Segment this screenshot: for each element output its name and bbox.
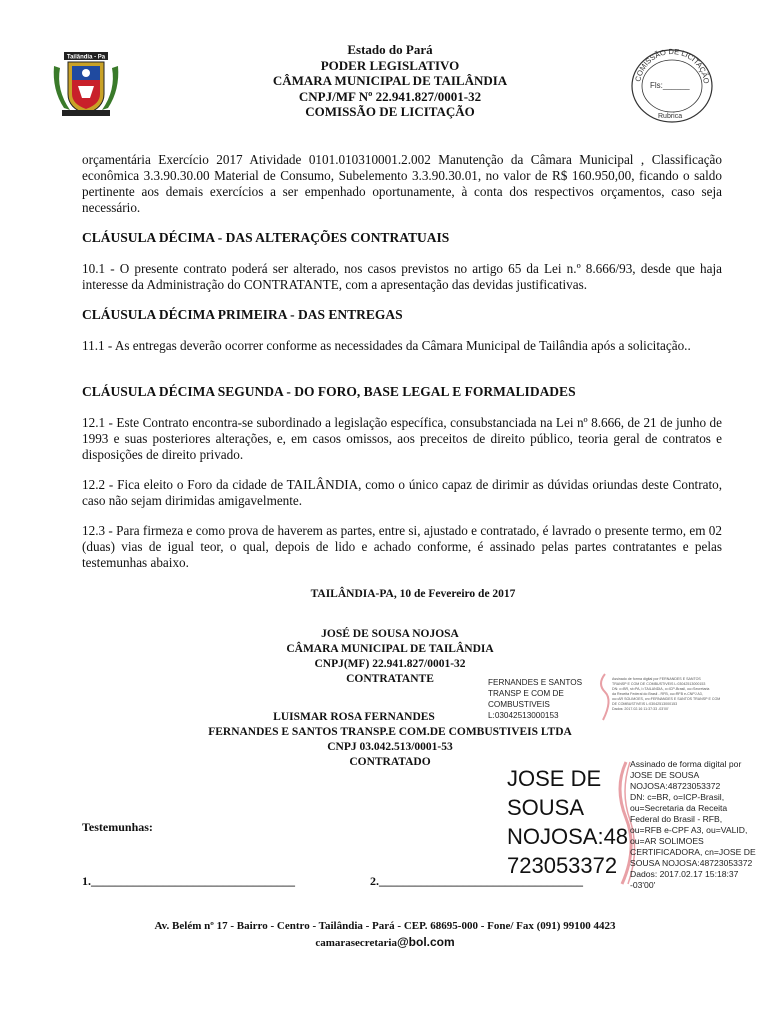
- header-commission: COMISSÃO DE LICITAÇÃO: [305, 104, 475, 119]
- svg-text:Rubrica: Rubrica: [658, 113, 683, 120]
- witnesses-label: Testemunhas:: [82, 820, 153, 834]
- clause-12-3: 12.3 - Para firmeza e como prova de haverem as partes, entre si, ajustado e contratado, é lavrado o presente termo, em 02 (duas) vias de igual teor, o qual, depois de lido e achado conforme, é assinado pelas partes contratantes e pelas testemunhas abaixo.: [82, 523, 722, 570]
- clause-12-title: CLÁUSULA DÉCIMA SEGUNDA - DO FORO, BASE LEGAL E FORMALIDADES: [82, 384, 576, 399]
- contratante-org: CÂMARA MUNICIPAL DE TAILÂNDIA: [286, 643, 494, 655]
- clause-11-title: CLÁUSULA DÉCIMA PRIMEIRA - DAS ENTREGAS: [82, 307, 403, 322]
- contratado-cnpj: CNPJ 03.042.513/0001-53: [327, 741, 453, 753]
- header-power: PODER LEGISLATIVO: [320, 57, 460, 73]
- footer-email: camarasecretaria@bol.com: [315, 935, 455, 949]
- clause-10-1: 10.1 - O presente contrato poderá ser alterado, nos casos previstos no artigo 65 da Lei n.º 8.666/93, desde que haja interesse da Administração do CONTRATANTE, com a apresentação das devidas justificativas.: [82, 261, 722, 292]
- intro-paragraph: orçamentária Exercício 2017 Atividade 0101.010310001.2.002 Manutenção da Câmara Municipal , Classificação econômica 3.3.90.30.00 Material de Consumo, Subelemento 3.3.90.30.01, no valor de R$ 160.950,00, ficando o saldo pertinente aos demais exercícios a ser empenhado oportunamente, à conta dos respectivos orçamentos, caso seja necessário.: [82, 152, 722, 215]
- witness-1-line: 1.__________________________________: [82, 874, 295, 888]
- contratante-name: JOSÉ DE SOUSA NOJOSA: [321, 628, 459, 640]
- digital-signature-company: FERNANDES E SANTOS TRANSP E COM DE COMBUSTIVEIS L:03042513000153: [488, 678, 583, 720]
- municipal-crest-icon: [50, 50, 122, 118]
- header-cnpj: CNPJ/MF Nº 22.941.827/0001-32: [298, 88, 482, 104]
- witness-2-line: 2.__________________________________: [370, 874, 583, 888]
- contratante-role: CONTRATANTE: [346, 673, 434, 685]
- digital-signature-jose-details: Assinado de forma digital por JOSE DE SOUSA NOJOSA:48723053372 DN: c=BR, o=ICP-Brasil, ou=Secretaria da Receita Federal do Brasil - RFB, ou=RFB e-CPF A3, ou=VALID, ou=AR SOLIMOES CERTIFICADORA, cn=JOSE DE SOUSA NOJOSA:48723053372 Dados: 2017.02.17 15:18:37 -03'00': [630, 759, 756, 890]
- contratado-block: [100, 710, 680, 770]
- header-chamber: CÂMARA MUNICIPAL DE TAILÂNDIA: [272, 73, 508, 88]
- digital-signature-jose: JOSE DE SOUSA NOJOSA:48 723053372: [507, 766, 629, 878]
- contratado-role: CONTRATADO: [349, 756, 431, 768]
- commission-stamp-icon: [626, 44, 718, 124]
- contratante-cnpj: CNPJ(MF) 22.941.827/0001-32: [314, 658, 466, 670]
- date-line: TAILÂNDIA-PA, 10 de Fevereiro de 2017: [310, 588, 516, 600]
- svg-text:Fls:______: Fls:______: [650, 81, 690, 90]
- contratado-name: LUISMAR ROSA FERNANDES: [273, 711, 435, 723]
- contratado-company: FERNANDES E SANTOS TRANSP.E COM.DE COMBUSTIVEIS LTDA: [208, 726, 572, 738]
- clause-12-1: 12.1 - Este Contrato encontra-se subordinado a legislação específica, consubstanciada na Lei nº 8.666, de 21 de junho de 1993 e suas posteriores alterações, e, em casos omissos, aos preceitos de direito público, teoria geral de contratos e disposições de direito privado.: [82, 415, 722, 462]
- clause-10-title: CLÁUSULA DÉCIMA - DAS ALTERAÇÕES CONTRATUAIS: [82, 230, 450, 245]
- clause-11-1: 11.1 - As entregas deverão ocorrer conforme as necessidades da Câmara Municipal de Tailândia após a solicitação..: [82, 338, 691, 353]
- clause-12-2: 12.2 - Fica eleito o Foro da cidade de TAILÂNDIA, como o único capaz de dirimir as dúvidas oriundas deste Contrato, caso não sejam dirimidas amigavelmente.: [82, 477, 722, 508]
- header-state: Estado do Pará: [347, 42, 433, 57]
- svg-text:COMISSÃO DE LICITAÇÃO: COMISSÃO DE LICITAÇÃO: [633, 46, 711, 85]
- svg-text:Tailândia - Pa: Tailândia - Pa: [66, 54, 106, 61]
- document-header: [180, 42, 600, 120]
- digital-signature-company-details: Assinado de forma digital por FERNANDES E SANTOS TRANSP E COM DE COMBUSTIVEIS L:03042513000153 DN: c=BR, st=PA, l=TAILANDIA, o=ICP-Brasil, ou=Secretaria da Receita Federal do Brasil - RFB, ou=RFB e-CNPJ A3, ou=AR SOLIMOES, cn=FERNANDES E SANTOS TRANSP E COM DE COMBUSTIVEIS L:03042513000153 Dados: 2017.02.16 11:37:33 -03'00': [612, 677, 721, 711]
- footer-address: Av. Belém nº 17 - Bairro - Centro - Tailândia - Pará - CEP. 68695-000 - Fone/ Fax (091) 99100 4423: [154, 920, 616, 932]
